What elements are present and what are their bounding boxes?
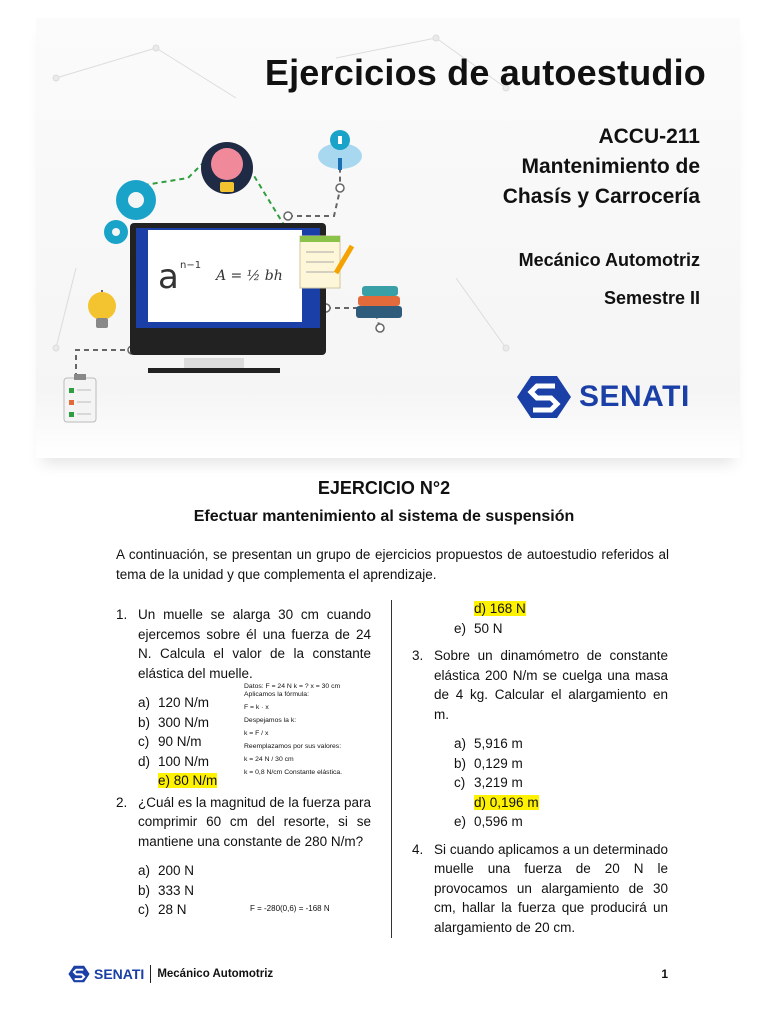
svg-text:a: a xyxy=(158,257,179,297)
notepad-icon xyxy=(300,236,352,288)
question-number: 4. xyxy=(412,841,424,857)
option: b) 300 N/m xyxy=(138,714,210,730)
question-text: Un muelle se alarga 30 cm cuando ejercemos sobre él una fuerza de 24 N. Calcula el valor de la constante elástica del muelle. xyxy=(138,607,371,681)
senati-logo xyxy=(517,372,690,422)
info-cloud-icon xyxy=(318,130,362,170)
options-list xyxy=(454,734,668,832)
page-footer xyxy=(68,962,668,986)
course-name-line1: Mantenimiento de xyxy=(521,155,700,178)
handwritten-notes-q1: Datos: F = 24 N k = ? x = 30 cm Aplicamos la fórmula: F = k · x Despejamos la k: k = F / x Reemplazamos por sus valores: k = 24 N / 30 cm k = 0,8 N/cm Constante elástica. xyxy=(244,683,343,776)
exercise-subtitle: Efectuar mantenimiento al sistema de suspensión xyxy=(193,508,575,525)
books-icon xyxy=(356,286,402,318)
svg-text:A = ½ bh: A = ½ bh xyxy=(216,268,283,284)
exercise-title: EJERCICIO N°2 xyxy=(317,478,451,498)
option: c) 3,219 m xyxy=(454,775,523,790)
page-number: 1 xyxy=(661,967,668,981)
question-text: Sobre un dinamómetro de constante elástica 200 N/m se cuelga una masa de 4 kg. Calcular el alargamiento en m. xyxy=(434,648,668,722)
intro-paragraph: A continuación, se presentan un grupo de ejercicios propuestos de autoestudio referidos al tema de la unidad y que complementa el aprendizaje. xyxy=(116,547,669,582)
question-number: 3. xyxy=(412,648,424,663)
option: a) 120 N/m xyxy=(138,695,210,710)
right-column xyxy=(412,599,668,937)
course-code: ACCU-211 xyxy=(598,125,700,148)
option: a) 5,916 m xyxy=(454,736,523,751)
lightbulb-icon xyxy=(88,292,116,328)
question-text: Si cuando aplicamos a un determinado muelle una fuerza de 20 N le provocamos un alargamiento de 30 cm, hallar la fuerza que producirá un alargamiento de 20 cm. xyxy=(434,841,668,935)
brain-bulb-icon xyxy=(201,142,253,194)
senati-brand: SENATI xyxy=(579,380,690,413)
options-list-continued xyxy=(454,599,668,638)
career-label: Mecánico Automotriz xyxy=(518,250,700,270)
monitor-icon xyxy=(130,223,326,373)
footer-career: Mecánico Automotriz xyxy=(157,968,274,980)
semester-label: Semestre II xyxy=(603,288,700,308)
option: c) 90 N/m xyxy=(138,734,202,749)
svg-text:n−1: n−1 xyxy=(180,260,202,271)
option-highlighted: d) 168 N xyxy=(474,601,526,616)
option: e) 0,596 m xyxy=(454,814,523,829)
footer-brand: SENATI xyxy=(94,966,145,982)
option: c) 28 N xyxy=(138,902,187,917)
option: d) 100 N/m xyxy=(138,753,210,769)
question-text: ¿Cuál es la magnitud de la fuerza para comprimir 60 cm del resorte, si se mantiene una constante de 280 N/m? xyxy=(138,794,371,849)
column-divider xyxy=(391,600,392,938)
handwritten-note-q2: F = -280(0,6) = -168 N xyxy=(250,904,330,913)
footer-separator xyxy=(150,965,151,983)
question-3 xyxy=(412,646,668,724)
course-info xyxy=(503,122,700,212)
question-1 xyxy=(116,605,371,683)
option: a) 200 N xyxy=(138,863,195,878)
question-2 xyxy=(116,793,371,852)
checklist-icon xyxy=(64,374,96,422)
option: b) 0,129 m xyxy=(454,755,523,771)
page-title: Ejercicios de autoestudio xyxy=(264,52,706,93)
question-number: 2. xyxy=(116,794,128,810)
option-highlighted: e) 80 N/m xyxy=(158,773,218,788)
question-number: 1. xyxy=(116,607,128,622)
senati-logo-icon xyxy=(68,965,90,983)
option: b) 333 N xyxy=(138,882,195,898)
option-highlighted: d) 0,196 m xyxy=(474,794,539,810)
course-name-line2: Chasís y Carrocería xyxy=(502,185,700,208)
question-4 xyxy=(412,840,668,938)
senati-logo-icon xyxy=(517,374,571,420)
option: e) 50 N xyxy=(454,620,503,636)
